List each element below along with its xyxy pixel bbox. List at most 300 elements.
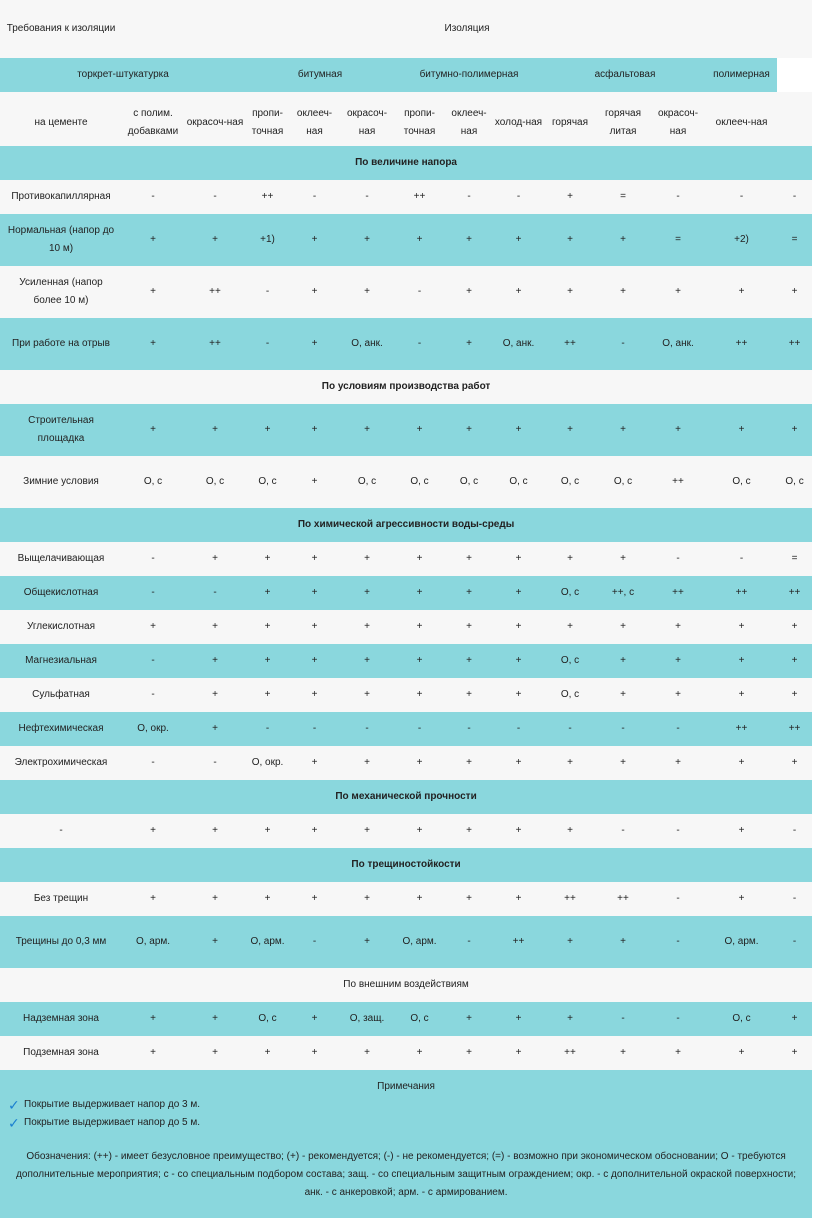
row-label: Надземная зона [0,1002,122,1036]
table-cell: - [544,712,596,746]
table-cell: + [706,266,777,318]
table-cell: - [122,644,184,678]
table-cell: + [445,404,493,456]
table-cell: + [246,644,289,678]
table-cell: + [445,678,493,712]
table-cell: - [445,712,493,746]
note-item [8,1096,804,1114]
table-cell: + [650,644,706,678]
column-subheader: на цементе [0,92,122,146]
table-cell: + [596,916,650,968]
table-cell: + [184,644,246,678]
table-cell: + [777,610,812,644]
column-subheader: окрасоч-ная [340,92,394,146]
table-cell: + [777,746,812,780]
table-cell: ++, с [596,576,650,610]
table-cell: + [544,1002,596,1036]
table-cell: ++ [246,180,289,214]
table-cell: О, окр. [246,746,289,780]
table-cell: = [650,214,706,266]
table-cell: + [246,576,289,610]
notes-title: Примечания [377,1081,435,1092]
table-cell: - [596,814,650,848]
table-cell: + [340,576,394,610]
note-item [8,1114,804,1132]
notes-block [0,1070,812,1218]
table-cell: + [122,814,184,848]
table-cell: + [777,678,812,712]
table-cell: О, с [544,678,596,712]
group-header-row [0,58,812,92]
group-bitum: битумная [246,58,394,92]
row-label: Усиленная (напор более 10 м) [0,266,122,318]
row-label: Общекислотная [0,576,122,610]
table-row [0,266,812,318]
table-cell: + [289,456,340,508]
requirements-header: Требования к изоляции [0,0,122,58]
table-cell: + [650,678,706,712]
table-cell: + [706,746,777,780]
table-cell: + [340,214,394,266]
table-cell: + [493,610,544,644]
insulation-header: Изоляция [122,0,812,58]
table-cell: + [650,1036,706,1070]
table-header-row [0,0,812,58]
table-cell: + [394,404,445,456]
table-cell: + [289,542,340,576]
table-cell: + [289,1036,340,1070]
column-subheader: окрасоч-ная [650,92,706,146]
table-cell: ++ [596,882,650,916]
table-cell: + [445,610,493,644]
table-cell: + [445,542,493,576]
table-cell: + [289,644,340,678]
table-cell: + [596,404,650,456]
table-cell: = [596,180,650,214]
table-cell: + [394,214,445,266]
table-cell: О, анк. [650,318,706,370]
table-row [0,214,812,266]
column-subheader-empty [777,92,812,146]
table-cell: ++ [544,318,596,370]
table-cell: + [289,746,340,780]
check-icon: ✓ [8,1097,20,1113]
table-cell: + [596,266,650,318]
table-cell: + [340,1036,394,1070]
table-cell: О, с [394,1002,445,1036]
section-title: По химической агрессивности воды-среды [0,508,812,542]
table-cell: + [445,882,493,916]
section-row [0,968,812,1002]
table-cell: + [706,882,777,916]
table-cell: + [289,814,340,848]
table-row [0,576,812,610]
table-cell: + [246,404,289,456]
table-cell: + [394,542,445,576]
table-cell: + [493,882,544,916]
table-cell: + [246,882,289,916]
table-cell: - [394,712,445,746]
table-cell: + [544,746,596,780]
table-cell: О, с [706,1002,777,1036]
table-cell: + [596,644,650,678]
row-label: Зимние условия [0,456,122,508]
table-cell: ++ [777,576,812,610]
table-cell: + [394,610,445,644]
table-cell: + [122,214,184,266]
table-cell: + [493,1002,544,1036]
table-cell: + [246,814,289,848]
table-cell: + [650,746,706,780]
table-cell: + [650,610,706,644]
section-title: По механической прочности [0,780,812,814]
table-cell: + [394,644,445,678]
table-cell: + [445,214,493,266]
table-cell: - [184,576,246,610]
table-cell: + [493,214,544,266]
table-cell: + [445,576,493,610]
table-cell: ++ [706,712,777,746]
table-cell: О, с [246,456,289,508]
table-cell: + [445,644,493,678]
table-cell: + [777,1036,812,1070]
table-cell: О, с [706,456,777,508]
table-cell: - [122,746,184,780]
table-cell: + [777,266,812,318]
table-cell: + [650,404,706,456]
table-cell: - [394,318,445,370]
table-row [0,644,812,678]
table-cell: + [246,542,289,576]
table-cell: ++ [650,576,706,610]
table-cell: = [777,542,812,576]
table-cell: + [544,266,596,318]
table-row [0,610,812,644]
table-cell: О, с [445,456,493,508]
row-label: Сульфатная [0,678,122,712]
table-cell: + [706,1036,777,1070]
table-cell: + [184,814,246,848]
table-cell: + [493,678,544,712]
table-cell: О, с [122,456,184,508]
table-cell: + [184,214,246,266]
table-cell: - [184,746,246,780]
table-cell: + [340,610,394,644]
table-cell: + [184,712,246,746]
table-cell: + [544,814,596,848]
section-row [0,508,812,542]
table-cell: + [394,678,445,712]
column-subheader: окрасоч-ная [184,92,246,146]
table-cell: ++ [706,576,777,610]
table-row [0,404,812,456]
section-row [0,370,812,404]
table-cell: - [596,712,650,746]
table-cell: - [246,712,289,746]
table-cell: + [246,610,289,644]
table-cell: ++ [544,1036,596,1070]
table-cell: - [394,266,445,318]
table-row [0,180,812,214]
table-cell: ++ [777,318,812,370]
legend-text: Обозначения: (++) - имеет безусловное преимущество; (+) - рекомендуется; (-) - не рекомендуется; (=) - возможно при экономическом обосновании; О - требуются дополнительные мероприятия; с - со специальным подбором состава; защ. - со специальным защитным ограждением; окр. - с дополнительной окраской поверхности; анк. - с анкеровкой; арм. - с армированием. [16,1151,797,1198]
table-cell: + [340,746,394,780]
table-row [0,746,812,780]
table-cell: + [246,1036,289,1070]
table-cell: О, с [544,576,596,610]
row-label: Трещины до 0,3 мм [0,916,122,968]
section-row [0,848,812,882]
table-cell: + [777,404,812,456]
table-cell: + [122,882,184,916]
table-cell: + [340,814,394,848]
table-row [0,318,812,370]
column-subheader: пропи-точная [246,92,289,146]
table-cell: - [777,882,812,916]
table-cell: + [777,1002,812,1036]
row-label: Противокапиллярная [0,180,122,214]
table-cell: + [246,678,289,712]
table-row [0,456,812,508]
table-cell: + [493,746,544,780]
table-cell: + [650,266,706,318]
table-cell: - [289,712,340,746]
table-cell: + [493,814,544,848]
table-cell: = [777,214,812,266]
table-cell: + [184,610,246,644]
table-cell: - [493,712,544,746]
column-subheader: с полим. добавками [122,92,184,146]
table-cell: - [706,180,777,214]
table-cell: - [650,712,706,746]
note-text: Покрытие выдерживает напор до 5 м. [24,1117,201,1128]
row-label: Нефтехимическая [0,712,122,746]
table-cell: +1) [246,214,289,266]
table-cell: + [184,1002,246,1036]
table-row [0,678,812,712]
table-cell: - [340,712,394,746]
table-cell: О, с [394,456,445,508]
table-cell: + [445,1036,493,1070]
table-cell: О, арм. [122,916,184,968]
table-cell: О, с [544,644,596,678]
table-cell: + [493,542,544,576]
column-subheader: горячая литая [596,92,650,146]
table-row [0,1036,812,1070]
column-subheader: холод-ная [493,92,544,146]
table-cell: + [544,916,596,968]
table-row [0,814,812,848]
table-cell: + [340,644,394,678]
table-cell: - [289,180,340,214]
column-subheader: пропи-точная [394,92,445,146]
table-cell: + [289,266,340,318]
table-cell: - [246,318,289,370]
table-cell: ++ [394,180,445,214]
table-cell: + [184,542,246,576]
row-label: Выщелачивающая [0,542,122,576]
section-row [0,780,812,814]
table-cell: ++ [184,318,246,370]
table-cell: + [777,644,812,678]
group-empty [777,58,812,92]
column-subheader: оклееч-ная [445,92,493,146]
table-cell: + [122,610,184,644]
table-cell: + [445,318,493,370]
table-cell: О, с [246,1002,289,1036]
table-cell: + [596,1036,650,1070]
table-cell: + [706,404,777,456]
table-row [0,712,812,746]
row-label: Нормальная (напор до 10 м) [0,214,122,266]
table-cell: - [445,916,493,968]
row-label: Углекислотная [0,610,122,644]
column-subheader: оклееч-ная [289,92,340,146]
table-cell: + [493,576,544,610]
table-cell: + [289,404,340,456]
table-cell: ++ [493,916,544,968]
table-cell: + [184,678,246,712]
column-subheader: оклееч-ная [706,92,777,146]
table-cell: - [650,1002,706,1036]
section-title: По величине напора [0,146,812,180]
table-cell: + [445,1002,493,1036]
table-cell: - [445,180,493,214]
row-label: Электрохимическая [0,746,122,780]
section-title: По трещиностойкости [0,848,812,882]
table-cell: + [596,678,650,712]
table-cell: + [706,644,777,678]
table-cell: + [289,1002,340,1036]
column-subheader: горячая [544,92,596,146]
table-cell: - [122,542,184,576]
table-cell: + [184,404,246,456]
table-cell: + [596,610,650,644]
table-cell: + [184,882,246,916]
section-title: По внешним воздействиям [0,968,812,1002]
subheader-row [0,92,812,146]
table-cell: + [122,1036,184,1070]
table-cell: + [340,916,394,968]
table-cell: + [184,1036,246,1070]
table-cell: О, с [340,456,394,508]
table-cell: О, анк. [493,318,544,370]
note-text: Покрытие выдерживает напор до 3 м. [24,1099,201,1110]
table-cell: +2) [706,214,777,266]
table-cell: - [122,180,184,214]
table-row [0,916,812,968]
table-cell: ++ [184,266,246,318]
table-cell: + [340,882,394,916]
table-cell: ++ [544,882,596,916]
table-cell: + [493,1036,544,1070]
table-cell: + [289,318,340,370]
table-cell: + [122,404,184,456]
table-cell: + [493,266,544,318]
row-label: Подземная зона [0,1036,122,1070]
row-label: При работе на отрыв [0,318,122,370]
table-cell: - [184,180,246,214]
table-cell: + [184,916,246,968]
row-label: Без трещин [0,882,122,916]
table-cell: + [122,1002,184,1036]
table-cell: + [493,644,544,678]
table-cell: - [122,678,184,712]
table-cell: + [544,180,596,214]
table-row [0,882,812,916]
table-cell: О, с [777,456,812,508]
table-cell: + [394,882,445,916]
table-cell: О, защ. [340,1002,394,1036]
table-cell: О, с [184,456,246,508]
table-cell: + [289,610,340,644]
table-cell: + [394,746,445,780]
table-cell: + [122,318,184,370]
table-row [0,542,812,576]
table-cell: ++ [777,712,812,746]
group-polymer: полимерная [706,58,777,92]
table-cell: + [394,1036,445,1070]
table-row [0,1002,812,1036]
table-cell: О, с [544,456,596,508]
table-cell: ++ [650,456,706,508]
table-cell: - [340,180,394,214]
table-cell: + [340,266,394,318]
table-cell: + [445,266,493,318]
table-cell: ++ [706,318,777,370]
table-cell: + [394,814,445,848]
table-cell: + [596,214,650,266]
table-cell: - [706,542,777,576]
table-cell: + [340,678,394,712]
table-cell: - [650,814,706,848]
table-cell: + [544,542,596,576]
table-cell: - [777,180,812,214]
table-cell: + [706,814,777,848]
group-torkret: торкрет-штукатурка [0,58,246,92]
table-cell: + [596,542,650,576]
table-cell: + [706,678,777,712]
table-cell: - [289,916,340,968]
table-cell: О, арм. [246,916,289,968]
table-cell: + [289,576,340,610]
table-cell: + [289,214,340,266]
table-cell: + [445,746,493,780]
row-label: - [0,814,122,848]
row-label: Магнезиальная [0,644,122,678]
group-bitpoly: битумно-полимерная [394,58,544,92]
table-cell: + [340,404,394,456]
table-cell: + [289,882,340,916]
table-cell: - [122,576,184,610]
section-row [0,146,812,180]
table-cell: + [445,814,493,848]
table-cell: + [544,610,596,644]
table-cell: + [289,678,340,712]
table-cell: - [596,318,650,370]
check-icon: ✓ [8,1115,20,1131]
table-cell: О, с [596,456,650,508]
table-cell: + [394,576,445,610]
table-cell: - [777,916,812,968]
table-cell: О, арм. [706,916,777,968]
section-title: По условиям производства работ [0,370,812,404]
row-label: Строительная площадка [0,404,122,456]
table-cell: + [493,404,544,456]
table-cell: + [544,214,596,266]
table-cell: - [246,266,289,318]
table-cell: + [340,542,394,576]
